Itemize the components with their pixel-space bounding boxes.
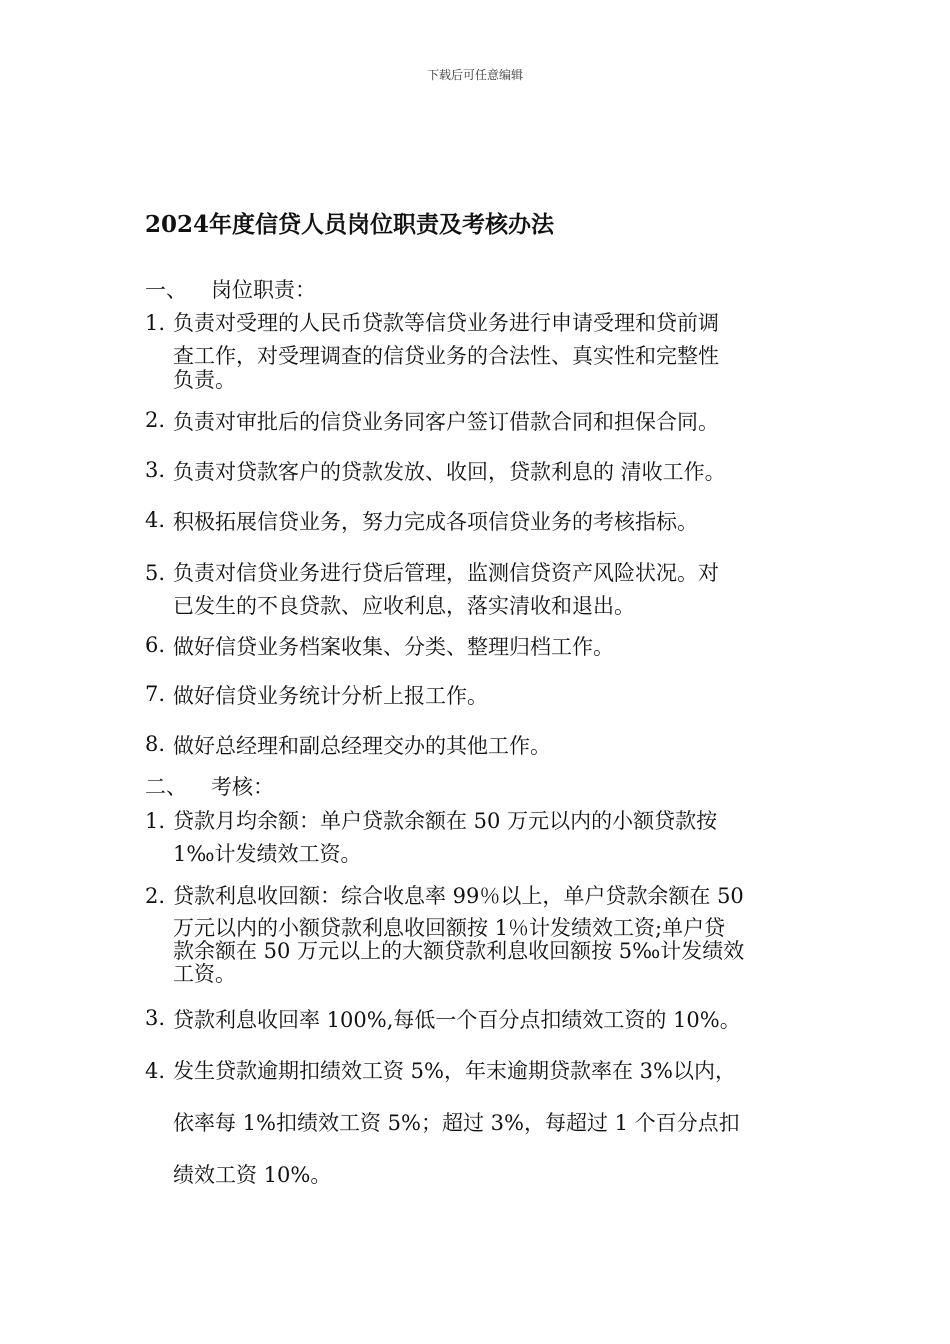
text-line: 工资。 xyxy=(173,962,236,986)
duty-item-3-text: 负责对贷款客户的贷款发放、收回，贷款利息的 清收工作。 xyxy=(173,460,726,484)
assessment-item-4-number: 4. xyxy=(145,1059,166,1083)
section-2-number: 二、 xyxy=(145,775,187,799)
duty-item-4-number: 4. xyxy=(145,508,166,532)
duty-item-5-number: 5. xyxy=(145,561,166,585)
duty-item-8-text: 做好总经理和副总经理交办的其他工作。 xyxy=(173,734,551,758)
assessment-item-4 xyxy=(145,1045,810,1201)
text-line: 万元以内的小额贷款利息收回额按 1％计发绩效工资;单户贷 xyxy=(173,916,726,940)
duty-item-2 xyxy=(145,408,810,436)
duty-item-5-text xyxy=(173,557,810,623)
duty-item-1 xyxy=(145,307,810,397)
document-title: 2024年度信贷人员岗位职责及考核办法 xyxy=(145,211,555,238)
duty-item-7 xyxy=(145,682,810,710)
assessment-item-2-text xyxy=(173,880,810,990)
assessment-item-3 xyxy=(145,1006,810,1034)
duty-item-4-text: 积极拓展信贷业务，努力完成各项信贷业务的考核指标。 xyxy=(173,510,698,534)
assessment-item-2-number: 2. xyxy=(145,884,166,908)
duty-item-3 xyxy=(145,458,810,486)
duty-item-8-number: 8. xyxy=(145,732,166,756)
section-1-title: 岗位职责： xyxy=(211,278,316,302)
text-line: 1‰计发绩效工资。 xyxy=(173,842,362,866)
text-line: 贷款利息收回额：综合收息率 99％以上，单户贷款余额在 50 xyxy=(173,884,744,908)
duty-item-2-number: 2. xyxy=(145,408,166,432)
duty-item-6-text: 做好信贷业务档案收集、分类、整理归档工作。 xyxy=(173,635,614,659)
text-line: 已发生的不良贷款、应收利息，落实清收和退出。 xyxy=(173,594,635,618)
assessment-item-1-text xyxy=(173,805,810,871)
text-line: 款余额在 50 万元以上的大额贷款利息收回额按 5‰计发绩效 xyxy=(173,939,745,963)
assessment-item-4-text xyxy=(173,1045,810,1201)
duty-item-5 xyxy=(145,557,810,623)
section-1-number: 一、 xyxy=(145,278,187,302)
assessment-item-1-number: 1. xyxy=(145,809,166,833)
duty-item-4 xyxy=(145,508,810,536)
assessment-item-2 xyxy=(145,880,810,990)
duty-item-1-number: 1. xyxy=(145,311,166,335)
header-note: 下载后可任意编辑 xyxy=(426,68,523,82)
section-2-heading xyxy=(145,771,274,801)
section-2-title: 考核： xyxy=(211,775,274,799)
text-line: 负责对信贷业务进行贷后管理，监测信贷资产风险状况。对 xyxy=(173,561,719,585)
text-line: 发生贷款逾期扣绩效工资 5%，年末逾期贷款率在 3%以内， xyxy=(173,1059,736,1083)
text-line: 查工作，对受理调查的信贷业务的合法性、真实性和完整性 xyxy=(173,344,719,368)
duty-item-8 xyxy=(145,732,810,760)
assessment-item-3-number: 3. xyxy=(145,1006,166,1030)
assessment-item-1 xyxy=(145,805,810,871)
duty-item-6 xyxy=(145,633,810,661)
duty-item-7-text: 做好信贷业务统计分析上报工作。 xyxy=(173,684,488,708)
duty-item-1-text xyxy=(173,307,810,397)
duty-item-3-number: 3. xyxy=(145,458,166,482)
duty-item-6-number: 6. xyxy=(145,633,166,657)
text-line: 贷款月均余额：单户贷款余额在 50 万元以内的小额贷款按 xyxy=(173,809,718,833)
assessment-item-3-text: 贷款利息收回率 100%,每低一个百分点扣绩效工资的 10%。 xyxy=(173,1008,741,1032)
duty-item-2-text: 负责对审批后的信贷业务同客户签订借款合同和担保合同。 xyxy=(173,410,719,434)
text-line: 绩效工资 10%。 xyxy=(173,1163,332,1187)
text-line: 依率每 1%扣绩效工资 5%；超过 3%，每超过 1 个百分点扣 xyxy=(173,1111,740,1135)
text-line: 负责。 xyxy=(173,368,236,392)
duty-item-7-number: 7. xyxy=(145,682,166,706)
text-line: 负责对受理的人民币贷款等信贷业务进行申请受理和贷前调 xyxy=(173,311,719,335)
section-1-heading xyxy=(145,274,316,304)
